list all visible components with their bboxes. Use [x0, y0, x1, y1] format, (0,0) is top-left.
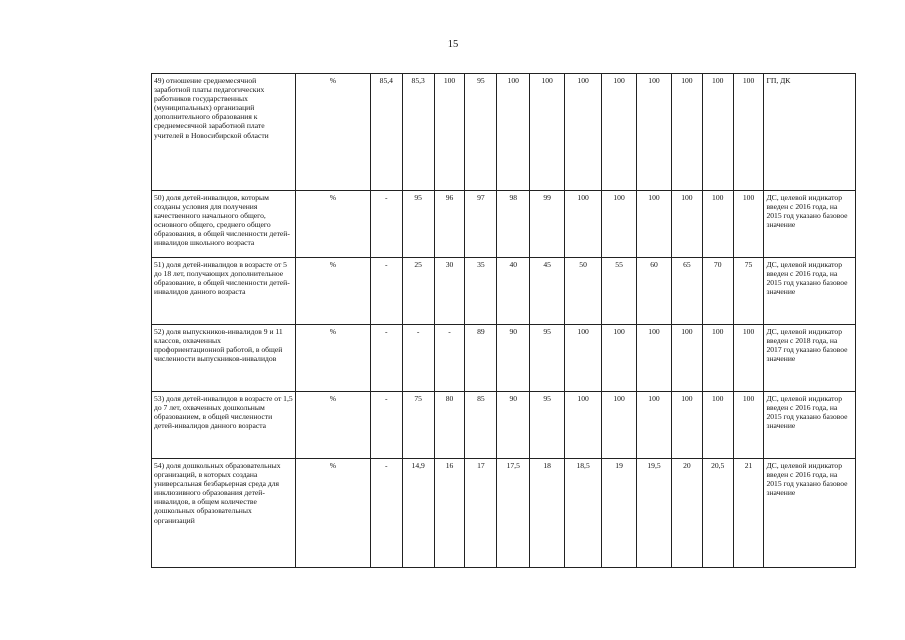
value-cell: -	[370, 459, 402, 568]
unit-cell: %	[295, 459, 370, 568]
unit-cell: %	[295, 191, 370, 258]
indicator-name-cell: 52) доля выпускников-инвалидов 9 и 11 классов, охваченных профориентационной работой, в общей численности выпускников-инвалидов	[152, 325, 296, 392]
value-cell: 98	[497, 191, 530, 258]
note-cell: ДС, целевой индикатор введен с 2016 года, на 2015 год указано базовое значение	[764, 258, 856, 325]
value-cell: 75	[402, 392, 434, 459]
value-cell: 16	[434, 459, 465, 568]
value-cell: -	[434, 325, 465, 392]
value-cell: 35	[465, 258, 497, 325]
value-cell: -	[370, 325, 402, 392]
note-cell: ДС, целевой индикатор введен с 2018 года, на 2017 год указано базовое значение	[764, 325, 856, 392]
page-number: 15	[447, 39, 459, 50]
table-row	[152, 191, 856, 258]
indicator-name-cell: 49) отношение среднемесячной заработной платы педагогических работников государственных (муниципальных) организаций дополнительного образования к среднемесячной заработной плате учителей в Новосибирской области	[152, 74, 296, 191]
value-cell: 100	[671, 325, 702, 392]
value-cell: 97	[465, 191, 497, 258]
value-cell: 40	[497, 258, 530, 325]
value-cell: 95	[465, 74, 497, 191]
value-cell: 75	[733, 258, 764, 325]
value-cell: 20,5	[702, 459, 733, 568]
value-cell: 18,5	[565, 459, 602, 568]
value-cell: -	[402, 325, 434, 392]
value-cell: 100	[637, 74, 672, 191]
table-row	[152, 459, 856, 568]
value-cell: 95	[530, 392, 565, 459]
value-cell: 70	[702, 258, 733, 325]
value-cell: 100	[702, 191, 733, 258]
value-cell: 19,5	[637, 459, 672, 568]
value-cell: 100	[602, 325, 637, 392]
value-cell: 100	[565, 74, 602, 191]
value-cell: 95	[402, 191, 434, 258]
note-cell: ДС, целевой индикатор введен с 2016 года, на 2015 год указано базовое значение	[764, 459, 856, 568]
value-cell: 100	[733, 74, 764, 191]
value-cell: 21	[733, 459, 764, 568]
value-cell: 100	[530, 74, 565, 191]
note-cell: ДС, целевой индикатор введен с 2016 года, на 2015 год указано базовое значение	[764, 191, 856, 258]
table-row	[152, 392, 856, 459]
value-cell: 55	[602, 258, 637, 325]
value-cell: 100	[671, 74, 702, 191]
value-cell: 65	[671, 258, 702, 325]
value-cell: 100	[602, 191, 637, 258]
value-cell: 80	[434, 392, 465, 459]
value-cell: 100	[733, 191, 764, 258]
value-cell: 89	[465, 325, 497, 392]
value-cell: 100	[733, 392, 764, 459]
value-cell: 100	[637, 392, 672, 459]
value-cell: 18	[530, 459, 565, 568]
value-cell: 100	[702, 325, 733, 392]
unit-cell: %	[295, 325, 370, 392]
value-cell: 100	[434, 74, 465, 191]
value-cell: 99	[530, 191, 565, 258]
value-cell: 100	[702, 392, 733, 459]
value-cell: 85,4	[370, 74, 402, 191]
value-cell: 100	[497, 74, 530, 191]
value-cell: 90	[497, 325, 530, 392]
indicator-name-cell: 53) доля детей-инвалидов в возрасте от 1,5 до 7 лет, охваченных дошкольным образованием, в общей численности детей-инвалидов данного возраста	[152, 392, 296, 459]
value-cell: 90	[497, 392, 530, 459]
value-cell: 100	[565, 325, 602, 392]
note-cell: ГП, ДК	[764, 74, 856, 191]
indicator-name-cell: 54) доля дошкольных образовательных организаций, в которых создана универсальная безбарьерная среда для инклюзивного образования детей-инвалидов, в общем количестве дошкольных образовательных организаций	[152, 459, 296, 568]
value-cell: 100	[733, 325, 764, 392]
value-cell: 85,3	[402, 74, 434, 191]
value-cell: 100	[565, 392, 602, 459]
value-cell: 30	[434, 258, 465, 325]
value-cell: 95	[530, 325, 565, 392]
unit-cell: %	[295, 258, 370, 325]
value-cell: 100	[702, 74, 733, 191]
value-cell: 100	[602, 74, 637, 191]
value-cell: 60	[637, 258, 672, 325]
indicator-name-cell: 50) доля детей-инвалидов, которым созданы условия для получения качественного начального общего, основного общего, среднего общего образования, в общей численности детей-инвалидов школьного возраста	[152, 191, 296, 258]
value-cell: 100	[637, 191, 672, 258]
value-cell: 100	[565, 191, 602, 258]
value-cell: 17,5	[497, 459, 530, 568]
value-cell: 100	[637, 325, 672, 392]
table-row	[152, 258, 856, 325]
value-cell: 100	[602, 392, 637, 459]
value-cell: 25	[402, 258, 434, 325]
value-cell: 96	[434, 191, 465, 258]
table-row	[152, 325, 856, 392]
value-cell: -	[370, 191, 402, 258]
value-cell: -	[370, 258, 402, 325]
indicators-table	[151, 73, 856, 568]
table-row	[152, 74, 856, 191]
value-cell: 50	[565, 258, 602, 325]
indicator-name-cell: 51) доля детей-инвалидов в возрасте от 5 до 18 лет, получающих дополнительное образование, в общей численности детей-инвалидов данного возраста	[152, 258, 296, 325]
value-cell: 14,9	[402, 459, 434, 568]
note-cell: ДС, целевой индикатор введен с 2016 года, на 2015 год указано базовое значение	[764, 392, 856, 459]
unit-cell: %	[295, 392, 370, 459]
value-cell: 45	[530, 258, 565, 325]
value-cell: 85	[465, 392, 497, 459]
value-cell: 100	[671, 191, 702, 258]
value-cell: 19	[602, 459, 637, 568]
value-cell: 17	[465, 459, 497, 568]
value-cell: -	[370, 392, 402, 459]
unit-cell: %	[295, 74, 370, 191]
value-cell: 20	[671, 459, 702, 568]
value-cell: 100	[671, 392, 702, 459]
